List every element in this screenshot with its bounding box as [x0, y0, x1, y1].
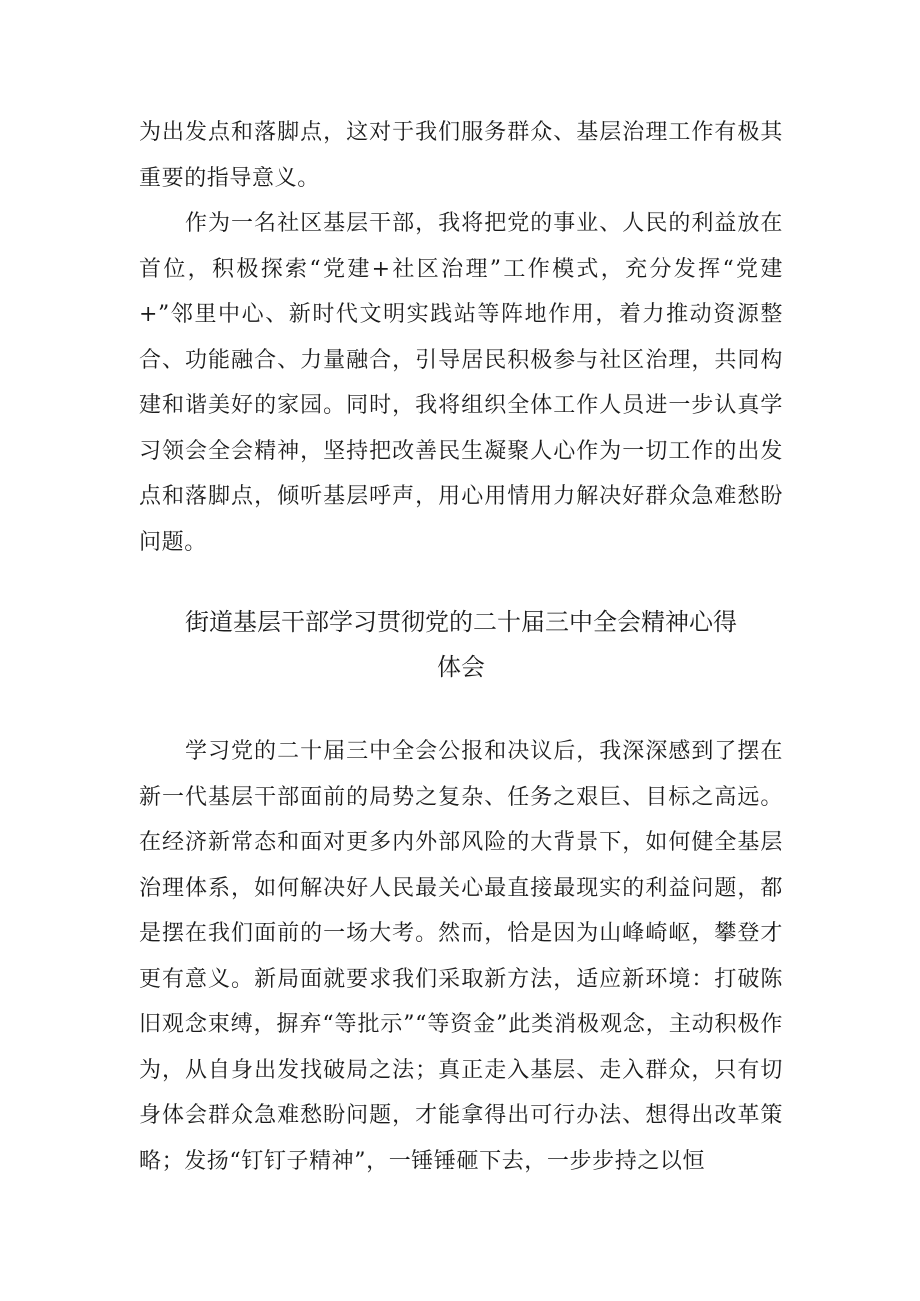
paragraph-community-cadre: 作为一名社区基层干部，我将把党的事业、人民的利益放在首位，积极探索“党建+社区治理”工作模式，充分发挥“党建+”邻里中心、新时代文明实践站等阵地作用，着力推动资源整合、功能融合、力量融合，引导居民积极参与社区治理，共同构建和谐美好的家园。同时，我将组织全体工作人员进一步认真学习领会全会精神，坚持把改善民生凝聚人心作为一切工作的出发点和落脚点，倾听基层呼声，用心用情用力解决好群众急难愁盼问题。 [139, 211, 783, 555]
article-title-line-2: 体会 [437, 653, 485, 681]
paragraph-continuation: 为出发点和落脚点，这对于我们服务群众、基层治理工作有极其重要的指导意义。 [139, 120, 783, 191]
article-title-line-1: 街道基层干部学习贯彻党的二十届三中全会精神心得 [185, 608, 737, 636]
paragraph-study-reflection: 学习党的二十届三中全会公报和决议后，我深深感到了摆在新一代基层干部面前的局势之复杂、任务之艰巨、目标之高远。在经济新常态和面对更多内外部风险的大背景下，如何健全基层治理体系，如何解决好人民最关心最直接最现实的利益问题，都是摆在我们面前的一场大考。然而，恰是因为山峰崎岖，攀登才更有意义。新局面就要求我们采取新方法，适应新环境：打破陈旧观念束缚，摒弃“等批示”“等资金”此类消极观念，主动积极作为，从自身出发找破局之法；真正走入基层、走入群众，只有切身体会群众急难愁盼问题，才能拿得出可行办法、想得出改革策略；发扬“钉钉子精神”，一锤锤砸下去，一步步持之以恒 [139, 739, 783, 1174]
article-title [139, 600, 783, 690]
